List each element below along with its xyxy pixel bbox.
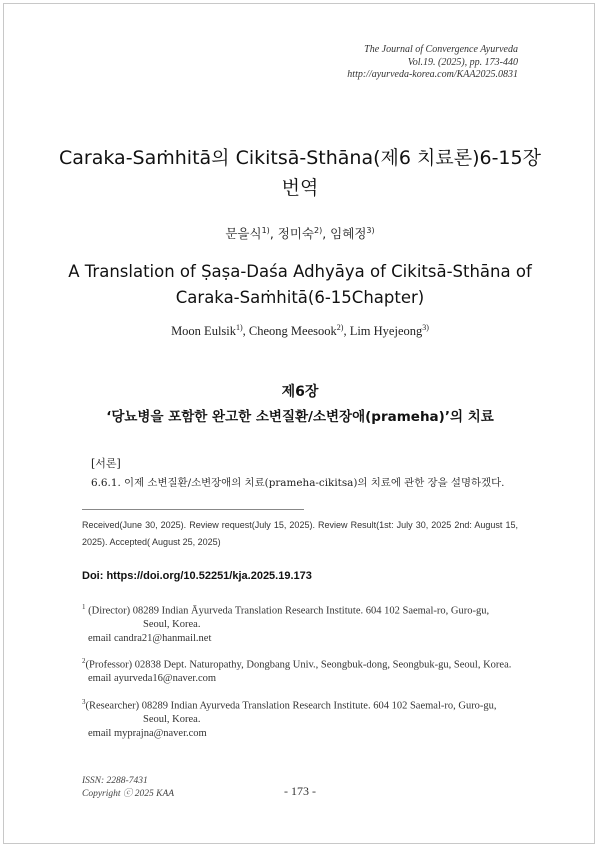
footnote-2-email[interactable]: email ayurveda16@naver.com xyxy=(88,673,217,684)
korean-title-line1: Caraka-Saṁhitā의 Cikitsā-Sthāna(제6 치료론)6-15장 xyxy=(59,147,541,169)
journal-header xyxy=(347,44,518,82)
footnote-2-mark: 2 xyxy=(82,657,86,665)
received-dates: Received(June 30, 2025). Review request(July 15, 2025). Review Result(1st: July 30, 2025 2nd: August 15, 2025). Accepted( August 25, 2025) xyxy=(82,520,518,547)
section-label: [서론] xyxy=(91,457,121,470)
author-ko-1-mark: 1) xyxy=(261,225,270,235)
korean-title-line2: 번역 xyxy=(281,177,319,199)
footnote-1-text: (Director) 08289 Indian Āyurveda Translation Research Institute. 604 102 Saemal-ro, Guro-gu, xyxy=(85,605,490,617)
footnote-1-email[interactable]: email candra21@hanmail.net xyxy=(88,632,212,644)
journal-url[interactable]: http://ayurveda-korea.com/KAA2025.0831 xyxy=(347,69,518,80)
page-number: - 173 - xyxy=(284,784,316,798)
author-ko-3-mark: 3) xyxy=(366,225,375,235)
english-authors: Moon Eulsik$^{1)}$, Cheong Meesook$^{2)}$, Lim Hyejeong$^{3)}$ xyxy=(171,323,429,339)
author-ko-2-mark: 2) xyxy=(314,225,323,235)
author-en-1: Moon Eulsik xyxy=(171,324,236,339)
footnote-1-mark: 1 xyxy=(82,603,86,611)
footnote-divider xyxy=(82,509,304,510)
body-paragraph: 6.6.1. 이제 소변질환/소변장애의 치료(prameha-cikitsa)의 치료에 관한 장을 설명하겠다. xyxy=(91,477,505,489)
doi-link[interactable]: Doi: https://doi.org/10.52251/kja.2025.19.173 xyxy=(82,570,312,582)
english-title-line1: A Translation of Ṣaṣa-Daśa Adhyāya of Cikitsā-Sthāna of xyxy=(68,262,532,281)
footnote-2-line1 xyxy=(82,655,518,672)
journal-name: The Journal of Convergence Ayurveda xyxy=(364,44,518,55)
author-en-3: Lim Hyejeong xyxy=(349,324,423,339)
footnote-3-line2: Seoul, Korea. xyxy=(143,714,201,725)
english-title xyxy=(0,259,600,311)
footnote-3-mark: 3 xyxy=(82,698,86,706)
footnote-1 xyxy=(82,601,518,645)
chapter-number: 제6장 xyxy=(281,384,319,400)
english-title-line2: Caraka-Saṁhitā(6-15Chapter) xyxy=(175,288,425,307)
author-ko-2: 정미숙 xyxy=(277,226,314,241)
author-ko-3: 임혜정 xyxy=(330,226,367,241)
author-en-2-mark: 2) xyxy=(336,323,344,332)
footnote-1-line2: Seoul, Korea. xyxy=(143,619,201,630)
footnote-3-text: (Researcher) 08289 Indian Ayurveda Translation Research Institute. 604 102 Saemal-ro, Guro-gu, xyxy=(85,700,497,712)
footnote-3-line1 xyxy=(82,696,518,713)
author-en-3-mark: 3) xyxy=(422,323,429,332)
chapter-title: ‘당뇨병을 포함한 완고한 소변질환/소변장애(prameha)’의 치료 xyxy=(106,409,494,425)
footnote-2-text: (Professor) 02838 Dept. Naturopathy, Dongbang Univ., Seongbuk-dong, Seongbuk-gu, Seoul, Korea. xyxy=(85,659,512,671)
issn: ISSN: 2288-7431 xyxy=(82,776,148,786)
footnote-1-line1 xyxy=(82,601,518,618)
copyright: Copyright ⓒ 2025 KAA xyxy=(82,788,175,799)
author-en-1-mark: 1) xyxy=(236,323,243,332)
footnote-3-email[interactable]: email myprajna@naver.com xyxy=(88,727,207,739)
author-en-2: Cheong Meesook xyxy=(248,324,337,339)
journal-volume: Vol.19. (2025), pp. 173-440 xyxy=(407,56,518,68)
footnote-3 xyxy=(82,696,518,740)
author-ko-1: 문을식 xyxy=(225,226,262,241)
korean-authors: 문을식$^{1)}$, 정미숙$^{2)}$, 임혜정$^{3)}$ xyxy=(225,225,375,241)
korean-title xyxy=(0,143,600,203)
footnote-2 xyxy=(82,655,518,686)
